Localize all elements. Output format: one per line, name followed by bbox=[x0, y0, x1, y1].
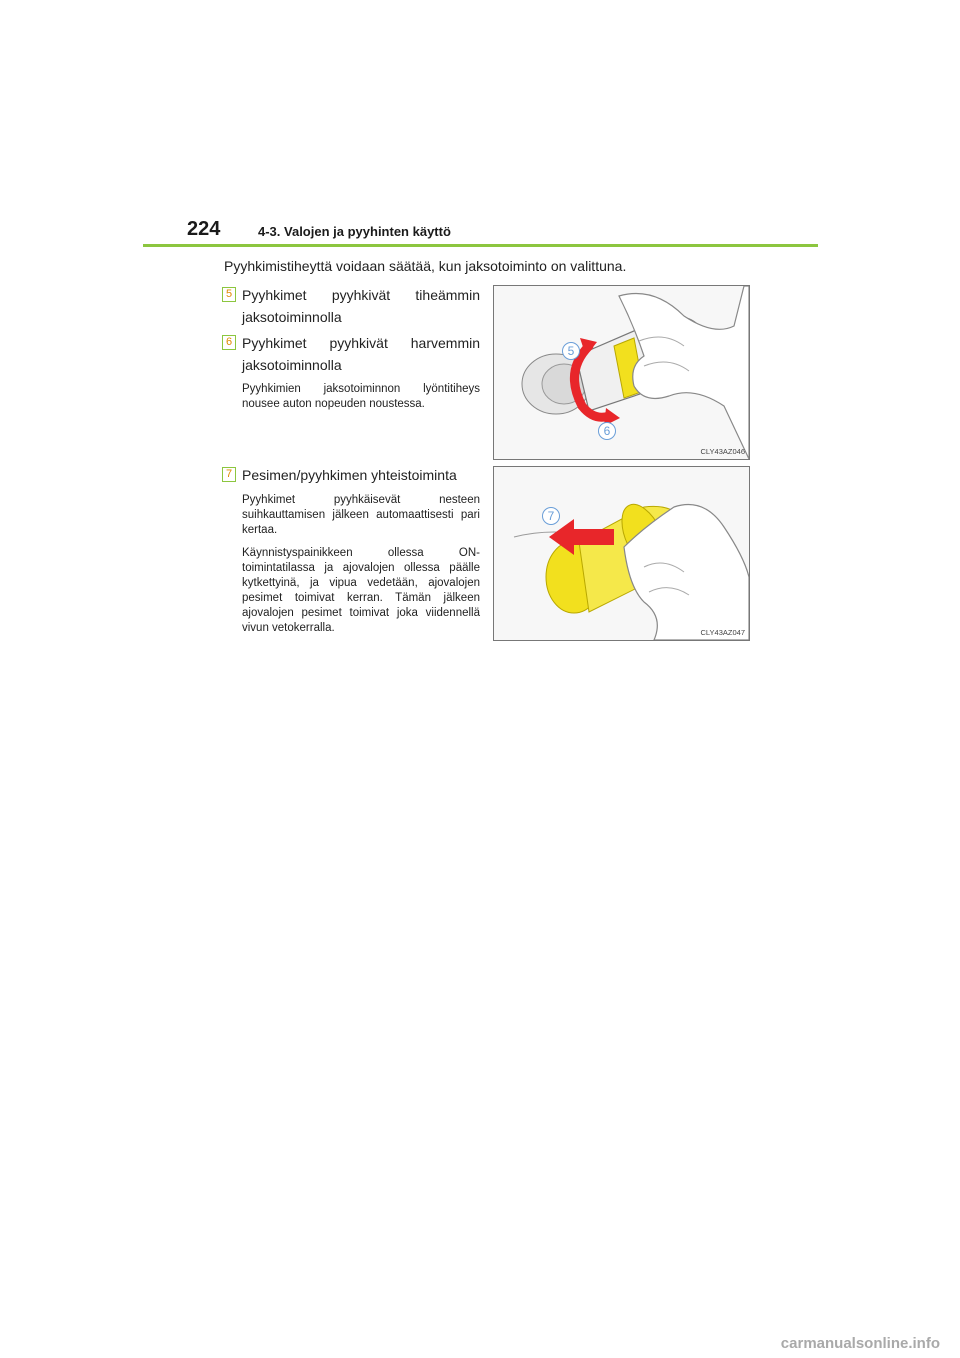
figure-wiper-lever-pull bbox=[493, 466, 750, 641]
intro-paragraph: Pyyhkimistiheyttä voidaan säätää, kun jaksotoiminto on valittuna. bbox=[224, 258, 627, 274]
figure-wiper-lever-rotate bbox=[493, 285, 750, 460]
item-6-text: Pyyhkimet pyyhkivät harvemmin jaksotoiminnolla bbox=[242, 335, 480, 373]
wiper-lever-illustration bbox=[494, 286, 749, 459]
item-6-note: Pyyhkimien jaksotoiminnon lyöntitiheys nousee auton nopeuden noustessa. bbox=[242, 383, 480, 410]
figure-code: CLY43AZ046 bbox=[700, 447, 745, 456]
washer-lever-illustration bbox=[494, 467, 749, 640]
figure-callout: 7 bbox=[542, 507, 560, 525]
item-7-note-1: Pyyhkimet pyyhkäisevät nesteen suihkauttamisen jälkeen automaattisesti pari kertaa. bbox=[242, 494, 480, 536]
item-number-badge: 6 bbox=[222, 335, 236, 350]
item-number-badge: 5 bbox=[222, 287, 236, 302]
section-title: 4-3. Valojen ja pyyhinten käyttö bbox=[258, 224, 451, 239]
figure-callout: 5 bbox=[562, 342, 580, 360]
figure-code: CLY43AZ047 bbox=[700, 628, 745, 637]
watermark: carmanualsonline.info bbox=[780, 1335, 940, 1352]
figure-callout: 6 bbox=[598, 422, 616, 440]
item-5-text: Pyyhkimet pyyhkivät tiheämmin jaksotoiminnolla bbox=[242, 287, 480, 325]
header-divider bbox=[143, 244, 818, 247]
item-7-text: Pesimen/pyyhkimen yhteistoiminta bbox=[242, 467, 457, 483]
item-7-note-2: Käynnistyspainikkeen ollessa ON-toimintatilassa ja ajovalojen ollessa päälle kytkettyinä, ja vipua vedetään, ajovalojen pesimet toimivat kerran. Tämän jälkeen ajovalojen pesimet toimivat joka viidennellä vivun vetokerralla. bbox=[242, 547, 480, 634]
item-number-badge: 7 bbox=[222, 467, 236, 482]
page-number: 224 bbox=[187, 218, 221, 240]
